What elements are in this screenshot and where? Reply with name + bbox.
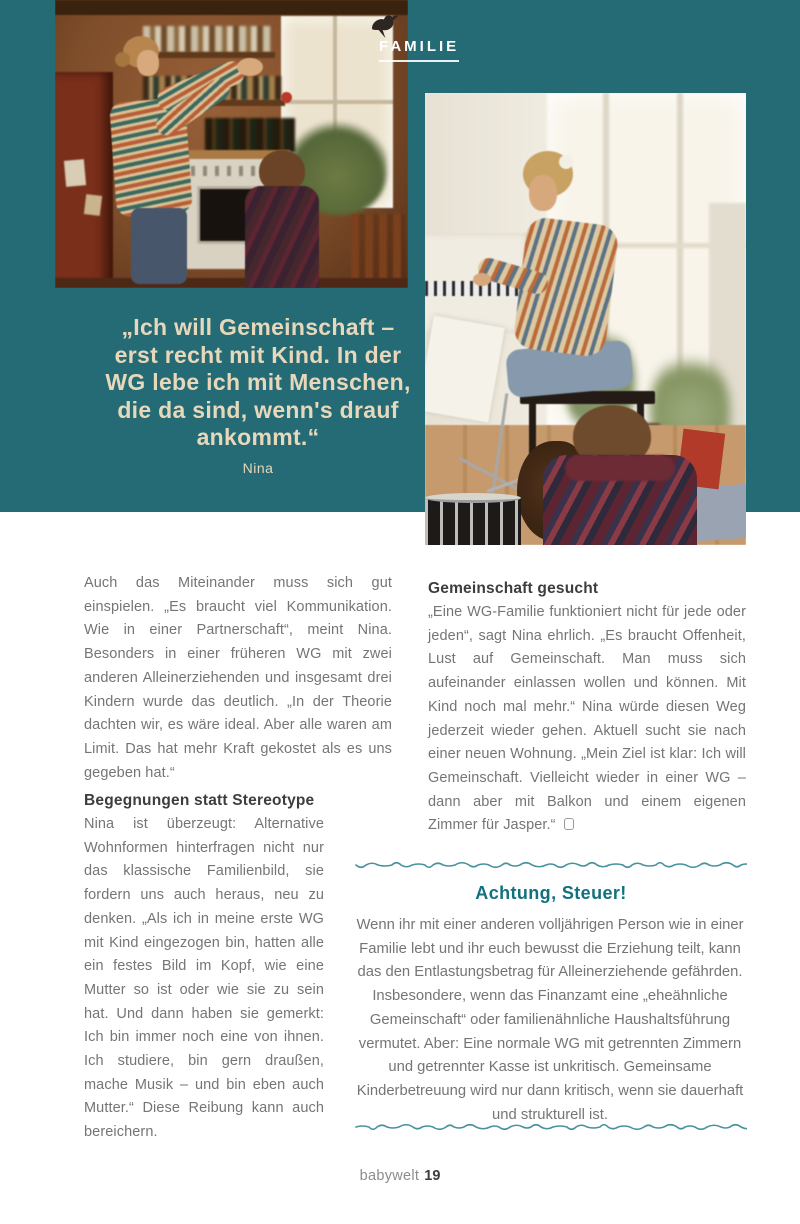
tax-box-body: Wenn ihr mit einer anderen volljährigen Person wie in einer Familie lebt und ihr euch bewusst die Erziehung teilt, kann das den Entlastungsbetrag für Alleinerziehende gefährden. Insbesondere, wenn das Finanzamt eine „eheähnliche Gemeinschaft“ oder familienähnliche Haushaltsführung vermutet. Aber: Eine normale WG mit getrennten Zimmern und getrennter Kasse ist unkritisch. Gemeinsame Kinderbetreuung wird nur dann kritisch, wenn sie dauerhaft und strukturell ist. xyxy=(356,917,744,1123)
tax-box-heading: Achtung, Steuer! xyxy=(475,883,627,903)
kitchen-photo xyxy=(55,0,408,288)
piano-photo-foreground xyxy=(425,93,746,545)
footer xyxy=(0,1168,800,1184)
body-paragraph-2: Nina ist überzeugt: Alternative Wohnformen hinterfragen nicht nur das klassische Familienbild, sie fordern uns auch heraus, neu zu denken. „Als ich in meine erste WG mit Kind eingezogen bin, hatten alle ein festes Bild im Kopf, wie eine Mutter so ist oder wie sie zu sein hat. Und dann haben sie gemerkt: Ich bin immer noch eine von ihnen. Ich studiere, bin gern draußen, mache Musik – und bin eben auch Mutter.“ Diese Reibung kann auch bereichern. xyxy=(84,816,324,1141)
pull-quote-line: erst recht mit Kind. In der xyxy=(114,341,402,368)
section-label: FAMILIE xyxy=(379,38,459,62)
kitchen-photo-figures xyxy=(55,0,408,288)
wavy-divider-bottom xyxy=(355,1119,747,1135)
body-paragraph-right-text: „Eine WG-Familie funktioniert nicht für jede oder jeden“, sagt Nina ehrlich. „Es braucht Offenheit, Lust auf Gemeinschaft. Man muss sich aufeinander einlassen wollen und können. Mit Kind noch mal mehr.“ Nina würde diesen Weg jederzeit wieder gehen. Aktuell sucht sie nach einer neuen Wohnung. „Mein Ziel ist klar: Ich will Gemeinschaft. Vielleicht wieder in einer WG – dann aber mit Balkon und einem eigenen Zimmer für Jasper.“ xyxy=(428,604,746,834)
pull-quote-line: die da sind, wenn's drauf xyxy=(117,396,399,423)
piano-photo xyxy=(425,93,746,545)
body-paragraph-right xyxy=(428,601,746,838)
pull-quote-line: WG lebe ich mit Menschen, xyxy=(105,369,411,395)
end-of-article-icon xyxy=(564,818,574,830)
pull-quote xyxy=(88,314,428,476)
quote-attribution: Nina xyxy=(242,459,274,476)
pull-quote-line: ankommt.“ xyxy=(196,424,320,450)
footer-brand: babywelt xyxy=(359,1168,420,1184)
subheading-begegnungen: Begegnungen statt Stereotype xyxy=(84,792,315,809)
subheading-gemeinschaft: Gemeinschaft gesucht xyxy=(428,580,599,597)
wavy-divider-top xyxy=(355,857,747,873)
pull-quote-line: „Ich will Gemeinschaft – xyxy=(121,314,395,340)
page-number: 19 xyxy=(424,1168,441,1184)
body-paragraph-1: Auch das Miteinander muss sich gut einspielen. „Es braucht viel Kommunikation. Wie in einer Partnerschaft“, meint Nina. Besonders in einer früheren WG mit zwei anderen Alleinerziehenden und insgesamt drei Kindern wurde das deutlich. „In der Theorie dachten wir, es wäre ideal. Aber alle waren am Limit. Das hat mehr Kraft gekostet als es uns gegeben hat.“ xyxy=(84,575,392,781)
